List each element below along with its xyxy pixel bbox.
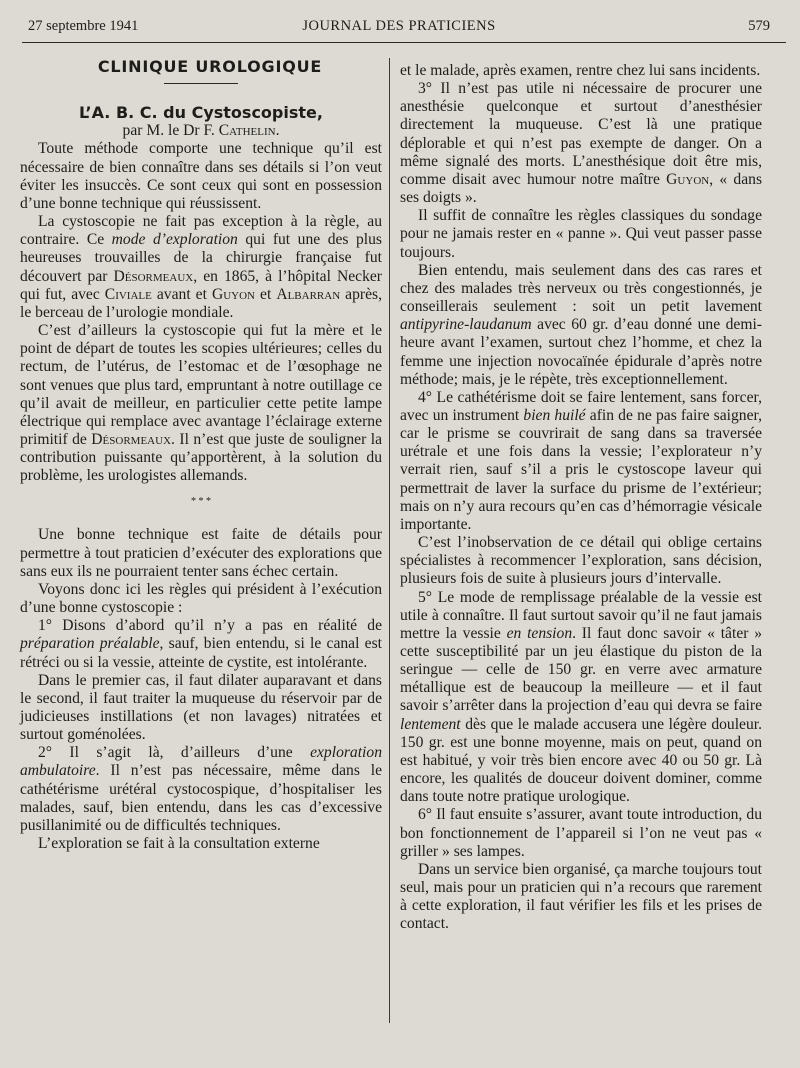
section-title: CLINIQUE UROLOGIQUE (97, 57, 323, 76)
paragraph: Il suffit de connaître les règles classiques du sondage pour ne jamais rester en « panne ». Qui veut passer passe toujours. (400, 207, 762, 261)
paragraph: 5° Le mode de remplissage préalable de la vessie est utile à connaître. Il faut surtout savoir qu’il ne faut jamais mettre la vessie en tension. Il faut donc savoir « tâter » cette susceptibilité par un jeu élastique du piston de la seringue — celle de 150 gr. en verre avec armature métallique est de beaucoup la meilleure — et il faut savoir s’arrêter dans la projection d’eau qui devra se faire lentement dès que le malade accusera une légère douleur. 150 gr. est une bonne moyenne, mais on peut, quand on est habitué, y voir très bien encore avec 40 ou 50 gr. Là encore, les qualités de douceur doivent dominer, comme dans toute notre pratique urologique. (400, 588, 763, 806)
byline: par M. le Dr F. Cathelin. (122, 122, 280, 140)
paragraph: La cystoscopie ne fait pas exception à la règle, au contraire. Ce mode d’exploration qui fut une des plus heureuses trouvailles de la chirurgie française fut découvert par Désormeaux, en 1865, à l’hôpital Necker qui fut, avec Civiale avant et Guyon et Albarran après, le berceau de l’urologie mondiale. (20, 213, 383, 321)
article-title: L’A. B. C. du Cystoscopiste, (79, 103, 323, 123)
column-divider (389, 58, 390, 1023)
title-rule (164, 83, 238, 84)
page-number: 579 (748, 18, 770, 34)
paragraph: 1° Disons d’abord qu’il n’y a pas en réalité de préparation préalable, sauf, bien entendu, si le canal est rétréci ou si la vessie, atteinte de cystite, est intolérante. (20, 617, 382, 671)
paragraph: et le malade, après examen, rentre chez lui sans incidents. (400, 62, 761, 79)
paragraph: Bien entendu, mais seulement dans des cas rares et chez des malades très nerveux ou très congestionnés, je conseillerais seulement : soit un petit lavement antipyrine-laudanum avec 60 gr. d’eau donné une demi-heure avant l’examen, surtout chez l’homme, et chez la femme une injection novocaïnée épidurale d’après notre méthode; mais, je le répète, très exceptionnellement. (400, 261, 762, 388)
paragraph: 3° Il n’est pas utile ni nécessaire de procurer une anesthésie quelconque et surtout d’anesthésier directement la muqueuse. C’est là une pratique déplorable et qui n’est pas exempte de danger. On a même signalé des morts. L’anesthésique doit être mis, comme disait avec humour notre maître Guyon, « dans ses doigts ». (400, 80, 763, 207)
paragraph: Dans un service bien organisé, ça marche toujours tout seul, mais pour un praticien qui n’a recours que rarement à cette exploration, il faut vérifier les fils et les prises de contact. (400, 860, 762, 933)
paragraph: Une bonne technique est faite de détails pour permettre à tout praticien d’exécuter des explorations que sans eux ils ne pourraient tenter sans échec certain. (20, 526, 382, 580)
left-column (20, 58, 382, 853)
paragraph: Dans le premier cas, il faut dilater auparavant et dans le second, il faut traiter la muqueuse du réservoir par de judicieuses instillations (et non lavages) nitratées et surtout goménolées. (20, 671, 382, 744)
section-stars: * * * (191, 496, 211, 508)
paragraph: L’exploration se fait à la consultation externe (38, 835, 320, 853)
issue-date: 27 septembre 1941 (28, 18, 139, 34)
paragraph: Voyons donc ici les règles qui président à l’exécution d’une bonne cystoscopie : (20, 580, 382, 617)
paragraph: 4° Le cathétérisme doit se faire lentement, sans forcer, avec un instrument bien huilé afin de ne pas faire saigner, car le prisme se couvrirait de sang dans sa traversée urétrale et une fois dans la vessie; l’explorateur n’y verrait rien, sauf s’il a pris le cystoscope laveur qui permettrait de laver la surface du prisme de l’extérieur; mais on n’y aura recours qu’en cas d’hémorragie vésicale importante. (400, 388, 762, 533)
header-rule (22, 42, 786, 43)
paragraph: 6° Il faut ensuite s’assurer, avant toute introduction, du bon fonctionnement de l’appareil si l’on ne veut pas « griller » ses lampes. (400, 806, 762, 860)
paragraph: C’est d’ailleurs la cystoscopie qui fut la mère et le point de départ de toutes les scopies ultérieures; celles du rectum, de l’utérus, de l’estomac et de l’œsophage ne sont venues que plus tard, empruntant à notre outillage ce qu’il avait de meilleur, en particulier cette petite lampe électrique qui remplace avec avantage l’éclairage externe primitif de Désormeaux. Il n’est que juste de souligner la contribution puissante qu’apportèrent, à la solution du problème, les urologistes allemands. (20, 322, 382, 485)
running-header (28, 18, 770, 40)
right-column (400, 62, 762, 934)
paragraph: Toute méthode comporte une technique qu’il est nécessaire de bien connaître dans ses détails si l’on veut éviter les insuccès. Ce sont ceux qui sont en possession d’une bonne technique qui réussissent. (20, 140, 382, 212)
paragraph: C’est l’inobservation de ce détail qui oblige certains spécialistes à recommencer l’exploration, sans décision, plusieurs fois de suite à plusieurs jours d’intervalle. (400, 534, 762, 588)
author-name: Cathelin. (218, 122, 280, 140)
journal-title: JOURNAL DES PRATICIENS (302, 18, 496, 34)
paragraph: 2° Il s’agit là, d’ailleurs d’une exploration ambulatoire. Il n’est pas nécessaire, même dans le cathétérisme urétéral cystocospique, d’hospitaliser les malades, sauf, bien entendu, dans les cas d’excessive pusillanimité ou de difficultés techniques. (20, 744, 382, 834)
